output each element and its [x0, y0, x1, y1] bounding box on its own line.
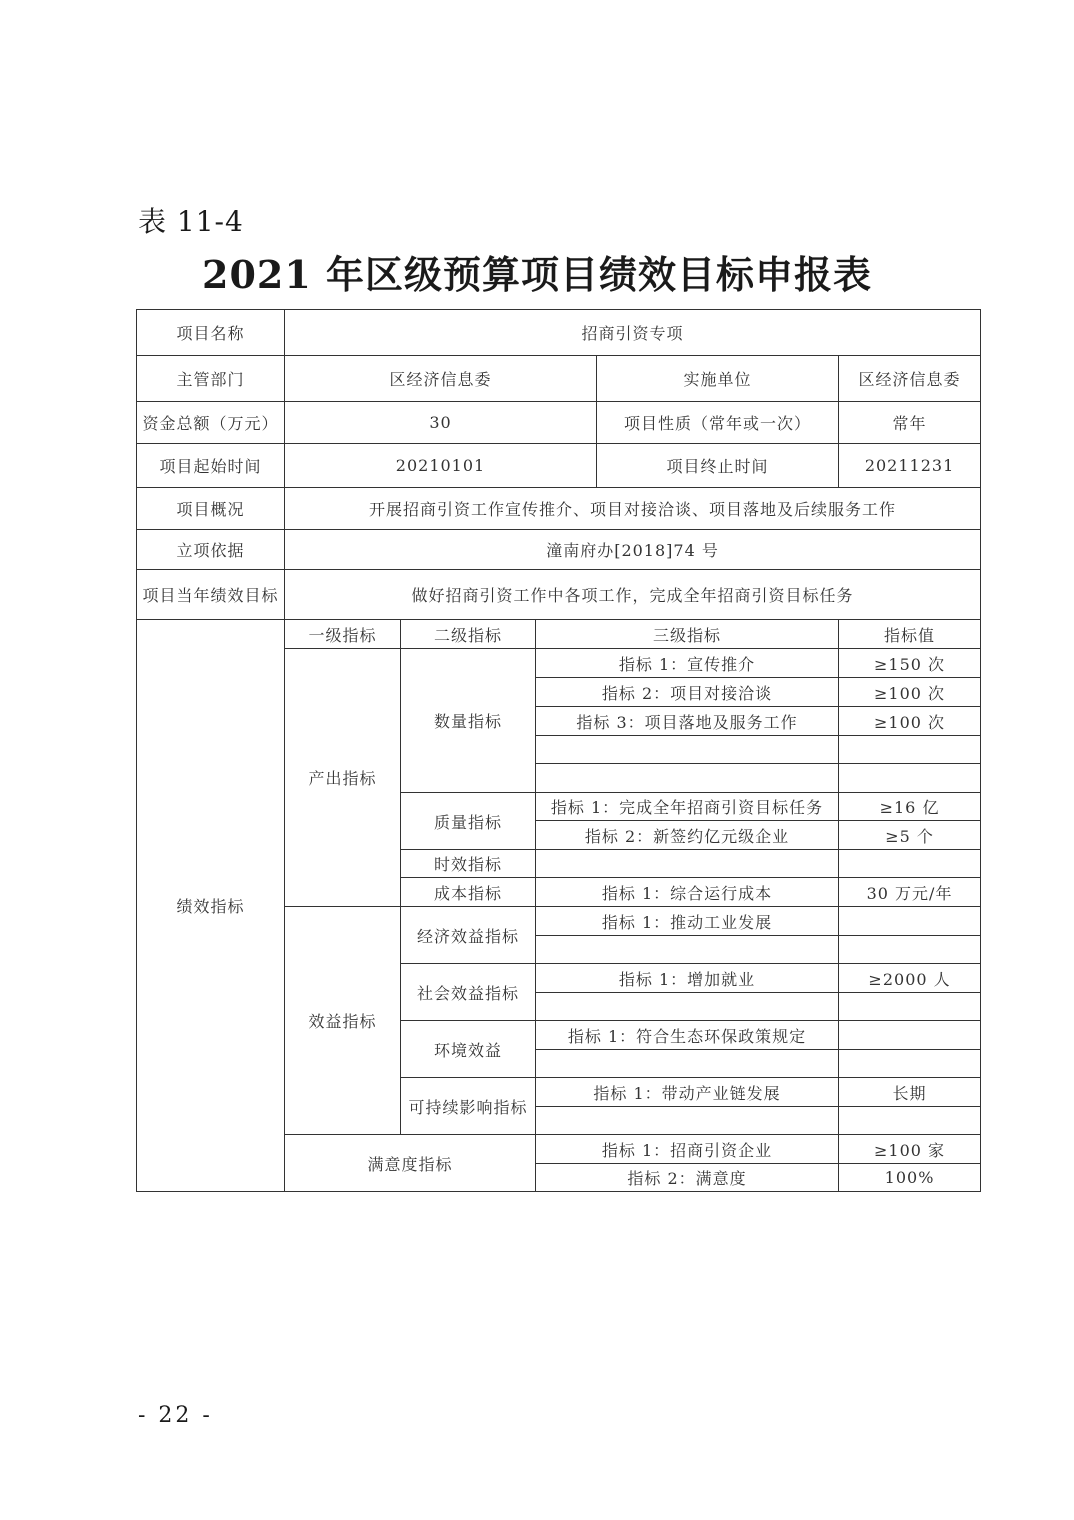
dept-label: 主管部门 — [137, 356, 285, 402]
indicator-name: 指标 1：完成全年招商引资目标任务 — [536, 793, 839, 821]
indicator-name — [536, 1050, 839, 1078]
indicator-name: 指标 1：符合生态环保政策规定 — [536, 1021, 839, 1050]
cost-indicators-label: 成本指标 — [401, 878, 536, 907]
row-goal — [137, 570, 981, 620]
indicator-name: 指标 2：项目对接洽谈 — [536, 678, 839, 707]
indicator-name: 指标 1：推动工业发展 — [536, 907, 839, 936]
indicator-name — [536, 993, 839, 1021]
indicator-value — [839, 907, 981, 936]
indicator-name — [536, 1107, 839, 1135]
goal-label: 项目当年绩效目标 — [137, 570, 285, 620]
indicator-value: ≥100 家 — [839, 1135, 981, 1164]
funds-value: 30 — [285, 402, 597, 444]
sustainability-label: 可持续影响指标 — [401, 1078, 536, 1135]
social-benefit-label: 社会效益指标 — [401, 964, 536, 1021]
header-level3: 三级指标 — [536, 620, 839, 649]
project-name-label: 项目名称 — [137, 310, 285, 356]
indicator-value — [839, 936, 981, 964]
quality-indicators-label: 质量指标 — [401, 793, 536, 850]
overview-value: 开展招商引资工作宣传推介、项目对接洽谈、项目落地及后续服务工作 — [285, 488, 981, 530]
indicator-value — [839, 993, 981, 1021]
indicator-value: ≥100 次 — [839, 707, 981, 736]
indicator-name: 指标 1：增加就业 — [536, 964, 839, 993]
header-value: 指标值 — [839, 620, 981, 649]
benefit-indicators-label: 效益指标 — [285, 907, 401, 1135]
start-value: 20210101 — [285, 444, 597, 488]
indicator-value: ≥2000 人 — [839, 964, 981, 993]
indicator-value — [839, 736, 981, 764]
indicator-value: 长期 — [839, 1078, 981, 1107]
basis-label: 立项依据 — [137, 530, 285, 570]
indicator-name: 指标 3：项目落地及服务工作 — [536, 707, 839, 736]
header-level2: 二级指标 — [401, 620, 536, 649]
indicator-name: 指标 1：宣传推介 — [536, 649, 839, 678]
row-funds — [137, 402, 981, 444]
row-basis — [137, 530, 981, 570]
row-overview — [137, 488, 981, 530]
quantity-indicators-label: 数量指标 — [401, 649, 536, 793]
start-label: 项目起始时间 — [137, 444, 285, 488]
impl-value: 区经济信息委 — [839, 356, 981, 402]
overview-label: 项目概况 — [137, 488, 285, 530]
performance-goal-table — [136, 309, 981, 1192]
row-dates — [137, 444, 981, 488]
goal-value: 做好招商引资工作中各项工作，完成全年招商引资目标任务 — [285, 570, 981, 620]
indicator-name — [536, 764, 839, 793]
row-project-name — [137, 310, 981, 356]
page-number: - 22 - — [138, 1403, 213, 1428]
dept-value: 区经济信息委 — [285, 356, 597, 402]
basis-value: 潼南府办[2018]74 号 — [285, 530, 981, 570]
performance-indicators-label: 绩效指标 — [137, 620, 285, 1192]
indicator-value — [839, 1107, 981, 1135]
indicator-value: ≥16 亿 — [839, 793, 981, 821]
indicator-name — [536, 936, 839, 964]
indicator-header-row — [137, 620, 981, 649]
indicator-name — [536, 850, 839, 878]
indicator-value: 100% — [839, 1164, 981, 1192]
nature-value: 常年 — [839, 402, 981, 444]
indicator-value — [839, 764, 981, 793]
header-level1: 一级指标 — [285, 620, 401, 649]
indicator-name — [536, 736, 839, 764]
satisfaction-indicators-label: 满意度指标 — [285, 1135, 536, 1192]
indicator-name: 指标 2：满意度 — [536, 1164, 839, 1192]
indicator-name: 指标 1：综合运行成本 — [536, 878, 839, 907]
project-name-value: 招商引资专项 — [285, 310, 981, 356]
nature-label: 项目性质（常年或一次） — [597, 402, 839, 444]
page-title: 2021 年区级预算项目绩效目标申报表 — [202, 252, 872, 297]
environmental-benefit-label: 环境效益 — [401, 1021, 536, 1078]
indicator-value: ≥5 个 — [839, 821, 981, 850]
indicator-name: 指标 1：招商引资企业 — [536, 1135, 839, 1164]
indicator-value — [839, 850, 981, 878]
table-number: 表 11-4 — [138, 205, 244, 238]
indicator-value: 30 万元/年 — [839, 878, 981, 907]
end-label: 项目终止时间 — [597, 444, 839, 488]
timeliness-indicators-label: 时效指标 — [401, 850, 536, 878]
indicator-value — [839, 1021, 981, 1050]
output-indicators-label: 产出指标 — [285, 649, 401, 907]
indicator-value: ≥150 次 — [839, 649, 981, 678]
economic-benefit-label: 经济效益指标 — [401, 907, 536, 964]
end-value: 20211231 — [839, 444, 981, 488]
indicator-value: ≥100 次 — [839, 678, 981, 707]
impl-label: 实施单位 — [597, 356, 839, 402]
indicator-name: 指标 2：新签约亿元级企业 — [536, 821, 839, 850]
indicator-value — [839, 1050, 981, 1078]
row-department — [137, 356, 981, 402]
funds-label: 资金总额（万元） — [137, 402, 285, 444]
indicator-name: 指标 1：带动产业链发展 — [536, 1078, 839, 1107]
